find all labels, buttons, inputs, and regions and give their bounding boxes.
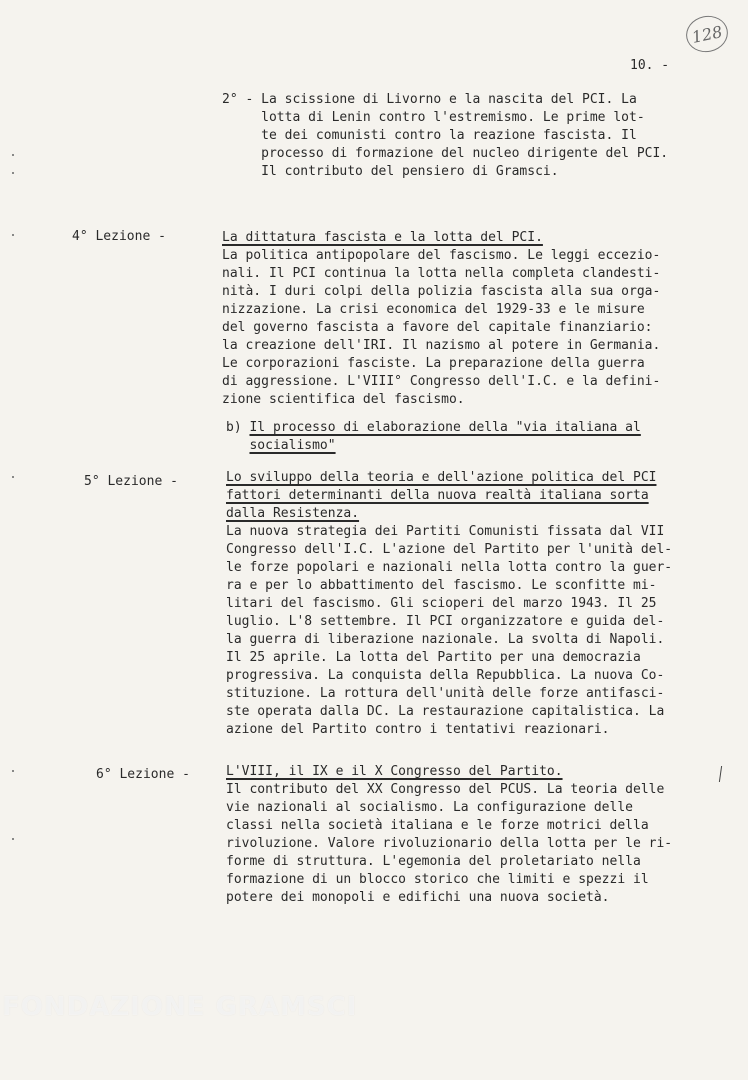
lesson-4-body [222,229,660,409]
text-line: la guerra di liberazione nazionale. La svolta di Napoli. [226,632,665,647]
text-line: progressiva. La conquista della Repubblica. La nuova Co- [226,668,665,683]
text-line: lotta di Lenin contro l'estremismo. Le prime lot- [222,110,645,125]
text-line: del governo fascista a favore del capitale finanziario: [222,320,653,335]
margin-dot [12,154,14,156]
intro-paragraph [222,91,668,181]
lesson-4-title: La dittatura fascista e la lotta del PCI. [222,230,543,245]
section-b [226,419,641,455]
section-b-prefix: b) [226,420,242,435]
text-line: Il contributo del pensiero di Gramsci. [222,164,559,179]
text-line: ra e per lo abbattimento del fascismo. Le sconfitte mi- [226,578,657,593]
lesson-6-title: L'VIII, il IX e il X Congresso del Partito. [226,764,563,779]
text-line: zione scientifica del fascismo. [222,392,465,407]
text-line: litari del fascismo. Gli scioperi del marzo 1943. Il 25 [226,596,657,611]
margin-dot [12,770,14,772]
archive-stamp: 128 [683,12,732,56]
text-line: nizzazione. La crisi economica del 1929-33 e le misure [222,302,645,317]
text-line: nali. Il PCI continua la lotta nella completa clandesti- [222,266,661,281]
lesson-5-title: Lo sviluppo della teoria e dell'azione politica del PCI [226,470,657,485]
watermark-logo: FONDAZIONE GRAMSCI [2,992,358,1022]
margin-dot [12,838,14,840]
lesson-4-label: 4° Lezione - [72,229,166,244]
text-line: azione del Partito contro i tentativi reazionari. [226,722,610,737]
text-line: potere dei monopoli e edifichi una nuova società. [226,890,610,905]
margin-dot [12,234,14,236]
text-line: processo di formazione del nucleo dirigente del PCI. [222,146,669,161]
margin-dot [12,172,14,174]
text-line: le forze popolari e nazionali nella lotta contro la guer- [226,560,673,575]
lesson-5-body [226,469,672,739]
text-line: Il contributo del XX Congresso del PCUS. La teoria delle [226,782,665,797]
text-line: Congresso dell'I.C. L'azione del Partito per l'unità del- [226,542,673,557]
text-line: te dei comunisti contro la reazione fascista. Il [222,128,637,143]
text-line: rivoluzione. Valore rivoluzionario della lotta per le ri- [226,836,673,851]
text-line: forme di struttura. L'egemonia del proletariato nella [226,854,641,869]
lesson-5-title: dalla Resistenza. [226,506,360,521]
lesson-5-title: fattori determinanti della nuova realtà italiana sorta [226,488,649,503]
lesson-6-body [226,763,672,907]
handwritten-mark [719,766,724,782]
text-line: classi nella società italiana e le forze motrici della [226,818,649,833]
text-line: 2° - La scissione di Livorno e la nascita del PCI. La [222,92,637,107]
text-line: Le corporazioni fasciste. La preparazione della guerra [222,356,645,371]
page-number: 10. - [630,58,670,73]
text-line: vie nazionali al socialismo. La configurazione delle [226,800,633,815]
lesson-5-label: 5° Lezione - [84,474,178,489]
text-line: stituzione. La rottura dell'unità delle forze antifasci- [226,686,665,701]
section-b-title: Il processo di elaborazione della "via italiana al [249,420,641,435]
text-line: luglio. L'8 settembre. Il PCI organizzatore e guida del- [226,614,665,629]
text-line: formazione di un blocco storico che limiti e spezzi il [226,872,649,887]
text-line: di aggressione. L'VIII° Congresso dell'I.C. e la defini- [222,374,661,389]
text-line: La nuova strategia dei Partiti Comunisti fissata dal VII [226,524,665,539]
text-line: ste operata dalla DC. La restaurazione capitalistica. La [226,704,665,719]
lesson-6-label: 6° Lezione - [96,767,190,782]
section-b-title-cont: socialismo" [249,438,336,453]
text-line: nità. I duri colpi della polizia fascista alla sua orga- [222,284,661,299]
text-line: la creazione dell'IRI. Il nazismo al potere in Germania. [222,338,661,353]
text-line: Il 25 aprile. La lotta del Partito per una democrazia [226,650,641,665]
text-line: La politica antipopolare del fascismo. Le leggi eccezio- [222,248,661,263]
margin-dot [12,476,14,478]
